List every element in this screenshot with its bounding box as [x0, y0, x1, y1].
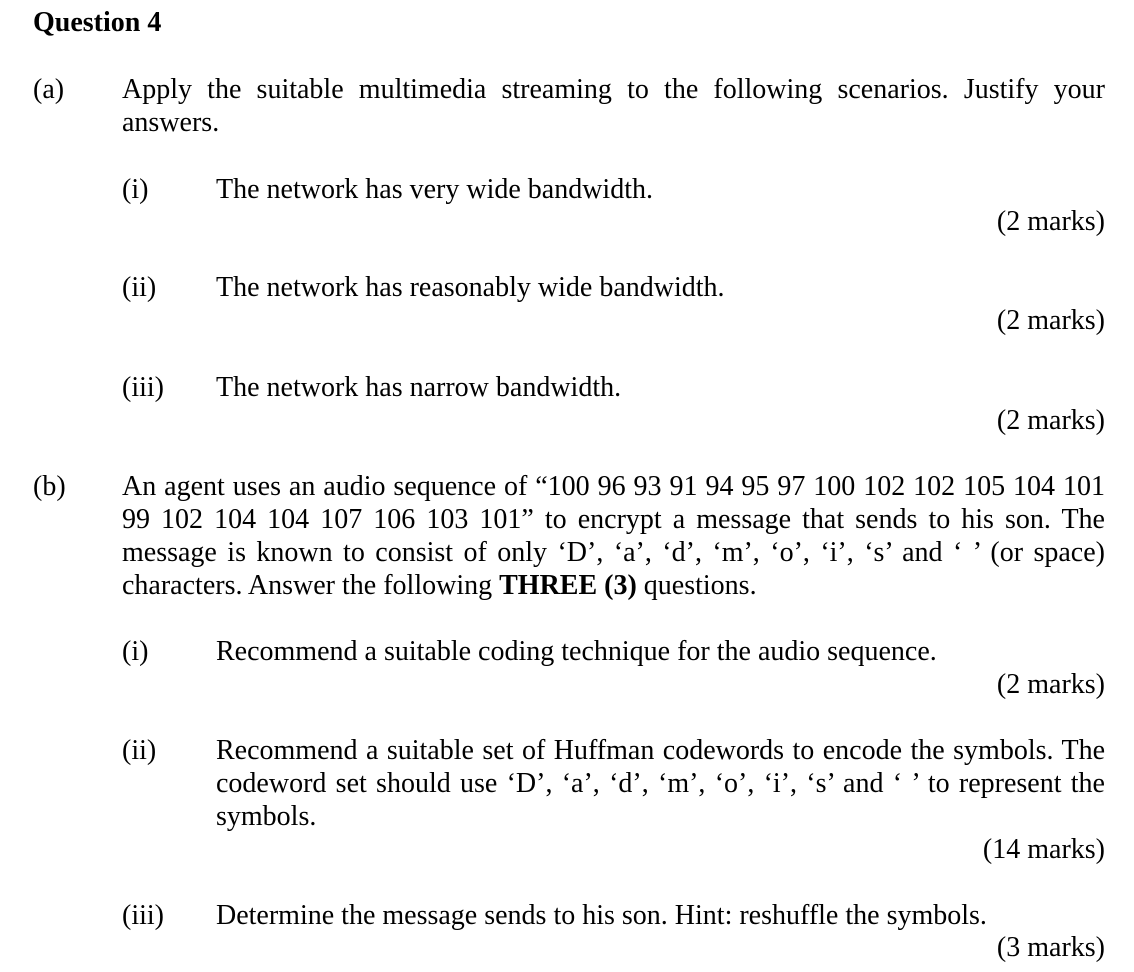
part-a-item-3-label: (iii) — [122, 372, 164, 403]
part-a-item-3-marks: (2 marks) — [996, 405, 1105, 436]
part-b-item-2-text: Recommend a suitable set of Huffman codewords to encode the symbols. The codeword set should use ‘D’, ‘a’, ‘d’, ‘m’, ‘o’, ‘i’, ‘s’ and ‘ ’ to represent the symbols. — [216, 735, 1105, 832]
part-b-item-3-marks: (3 marks) — [996, 932, 1105, 963]
part-b-item-3-text: Determine the message sends to his son. Hint: reshuffle the symbols. — [216, 900, 987, 931]
part-b-text — [122, 470, 1105, 602]
part-b-item-1-marks: (2 marks) — [996, 669, 1105, 700]
part-a-item-2-marks: (2 marks) — [996, 305, 1105, 336]
part-b-item-2-marks: (14 marks) — [982, 834, 1105, 865]
part-b-item-1-text: Recommend a suitable coding technique for the audio sequence. — [216, 636, 937, 667]
part-b-item-3-label: (iii) — [122, 900, 164, 931]
question-title: Question 4 — [33, 7, 162, 38]
part-b-text-bold: THREE (3) — [499, 570, 637, 601]
part-b-text-start: An agent uses an audio sequence of “100 96 93 91 94 95 97 100 102 102 105 104 101 99 102 104 104 107 106 103 101” to encrypt a message that sends to his son. The message is known to consist of only ‘D’, ‘a’, ‘d’, ‘m’, ‘o’, ‘i’, ‘s’ and ‘ ’ (or space) characters. Answer the following — [122, 471, 1105, 601]
part-a-item-1-text: The network has very wide bandwidth. — [216, 174, 653, 205]
part-a-text: Apply the suitable multimedia streaming to the following scenarios. Justify your answers. — [122, 74, 1105, 138]
part-b-item-1-label: (i) — [122, 636, 149, 667]
part-a-item-2-label: (ii) — [122, 272, 157, 303]
part-a-item-1-label: (i) — [122, 174, 149, 205]
part-b-label: (b) — [33, 471, 66, 502]
part-a-label: (a) — [33, 74, 65, 105]
part-a-item-3-text: The network has narrow bandwidth. — [216, 372, 622, 403]
part-a-item-2-text: The network has reasonably wide bandwidth. — [216, 272, 725, 303]
part-b-text-end: questions. — [636, 570, 757, 601]
part-a-item-1-marks: (2 marks) — [996, 206, 1105, 237]
part-b-item-2-label: (ii) — [122, 735, 157, 766]
